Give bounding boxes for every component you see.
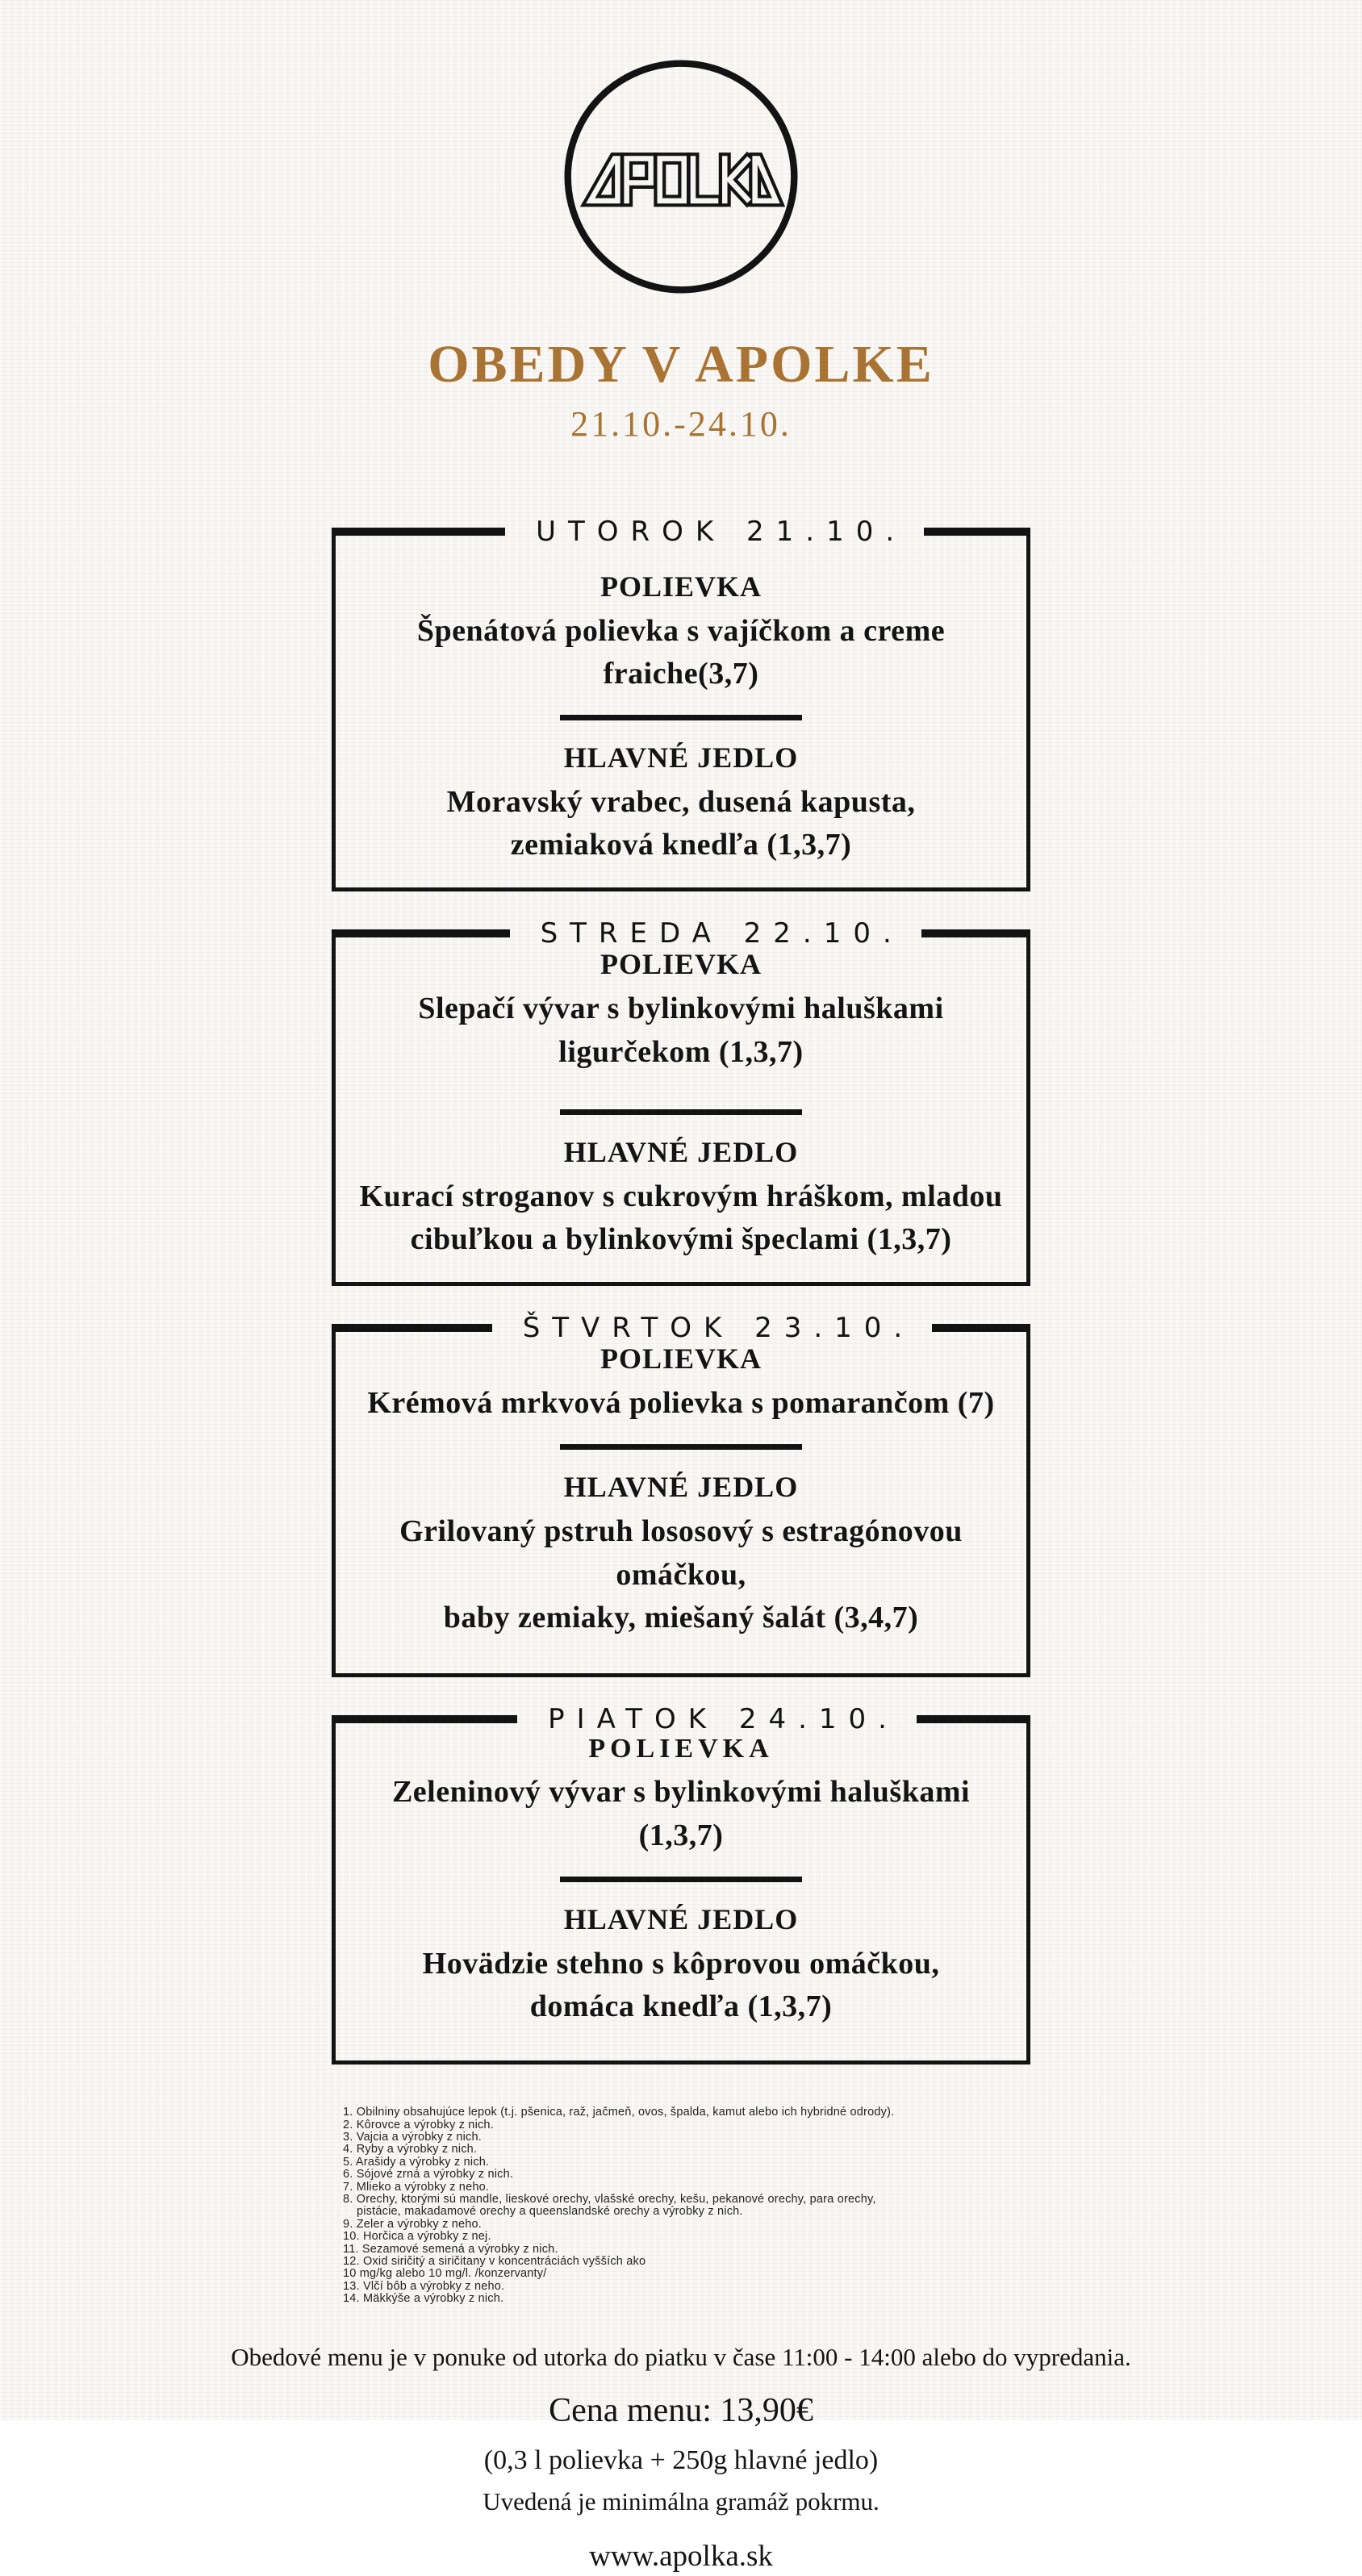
allergen-item: 1. Obilniny obsahujúce lepok (t.j. pšenica, raž, jačmeň, ovos, špalda, kamut alebo ich hybridné odrody). (343, 2106, 895, 2119)
allergen-item: 12. Oxid siričitý a siričitany v koncentráciách vyšších ako (343, 2255, 646, 2269)
main-label: HLAVNÉ JEDLO (563, 1902, 799, 1935)
header-rule-right (917, 1715, 1030, 1723)
gram-note: Uvedená je minimálna gramáž pokrmu. (483, 2486, 879, 2515)
allergen-item-continuation: 10 mg/kg alebo 10 mg/l. /konzervanty/ (343, 2267, 547, 2281)
main-dish-line: Kurací stroganov s cukrovým hráškom, mladou (359, 1179, 1003, 1213)
main-dish-line: domáca knedľa (1,3,7) (529, 1989, 833, 2023)
allergen-item: 6. Sójové zrná a výrobky z nich. (343, 2168, 514, 2181)
divider (560, 1877, 802, 1882)
header-rule-left (332, 1324, 492, 1332)
main-dish-line: cibuľkou a bylinkovými špeclami (1,3,7) (410, 1222, 952, 1256)
day-title: ŠTVRTOK 23.10. (522, 1312, 915, 1345)
day-header (332, 915, 1030, 952)
soup-label: POLIEVKA (600, 570, 762, 603)
menu-price: Cena menu: 13,90€ (549, 2391, 813, 2429)
main-label: HLAVNÉ JEDLO (563, 1135, 799, 1168)
header-rule-right (932, 1324, 1030, 1332)
header-rule-left (332, 1715, 517, 1723)
page-title: OBEDY V APOLKE (428, 335, 934, 394)
day-box-utorok (332, 515, 1030, 892)
divider (560, 1444, 802, 1450)
soup-name: Zeleninový vývar s bylinkovými haluškami (1,3,7) (391, 1775, 971, 1852)
day-title: UTOROK 21.10. (536, 515, 907, 548)
day-box-streda (332, 917, 1030, 1286)
allergen-item-continuation: pistácie, makadamové orechy a queenslandské orechy a výrobky z nich. (357, 2205, 743, 2219)
allergen-item: 11. Sezamové semená a výrobky z nich. (343, 2242, 558, 2256)
main-dish-line: Grilovaný pstruh lososový s estragónovou omáčkou, (399, 1514, 963, 1592)
allergen-list (332, 2106, 1030, 2306)
main-dish-line: zemiaková knedľa (1,3,7) (510, 828, 852, 862)
portion-info: (0,3 l polievka + 250g hlavné jedlo) (483, 2445, 879, 2476)
soup-name: Krémová mrkvová polievka s pomarančom (7) (367, 1386, 995, 1421)
allergen-item: 13. Vlčí bôb a výrobky z neho. (343, 2279, 505, 2293)
soup-name: Slepačí vývar s bylinkovými haluškami ligurčekom (1,3,7) (418, 992, 944, 1069)
soup-name: Špenátová polievka s vajíčkom a creme fraiche(3,7) (416, 613, 946, 691)
apolka-logo-icon (553, 48, 809, 305)
header-rule-left (332, 528, 505, 536)
allergen-item: 4. Ryby a výrobky z nich. (343, 2143, 478, 2156)
allergen-item: 10. Horčica a výrobky z nej. (343, 2230, 491, 2244)
main-dish-line: Hovädzie stehno s kôprovou omáčkou, (422, 1946, 940, 1981)
allergen-item: 8. Orechy, ktorými sú mandle, lieskové orechy, vlašské orechy, kešu, pekanové orechy, para orechy, (343, 2193, 876, 2207)
divider (560, 1109, 802, 1115)
day-header (332, 1309, 1030, 1346)
allergen-item: 2. Kôrovce a výrobky z nich. (343, 2118, 494, 2131)
divider (560, 715, 802, 720)
header-rule-left (332, 929, 510, 937)
day-title: STREDA 22.10. (540, 917, 904, 950)
allergen-item: 3. Vajcia a výrobky z nich. (343, 2131, 482, 2144)
day-box-piatok (332, 1702, 1030, 2065)
day-header (332, 513, 1030, 550)
soup-label: POLIEVKA (600, 948, 762, 981)
allergen-item: 7. Mlieko a výrobky z neho. (343, 2180, 490, 2194)
allergen-item: 5. Arašidy a výrobky z nich. (343, 2155, 490, 2169)
main-label: HLAVNÉ JEDLO (563, 741, 799, 774)
menu-days (0, 515, 1362, 2065)
day-title: PIATOK 24.10. (548, 1702, 899, 1735)
website-link[interactable]: www.apolka.sk (589, 2539, 773, 2573)
soup-label: POLIEVKA (600, 1342, 762, 1376)
allergen-item: 14. Mäkkýše a výrobky z nich. (343, 2292, 504, 2306)
header-rule-right (924, 528, 1030, 536)
date-range: 21.10.-24.10. (570, 403, 792, 444)
allergen-item: 9. Zeler a výrobky z neho. (343, 2217, 483, 2231)
availability-note: Obedové menu je v ponuke od utorka do piatku v čase 11:00 - 14:00 alebo do vypredania. (231, 2342, 1131, 2371)
header-rule-right (921, 929, 1030, 937)
main-dish-line: Moravský vrabec, dusená kapusta, (446, 785, 916, 820)
main-dish-line: baby zemiaky, miešaný šalát (3,4,7) (443, 1600, 919, 1635)
main-label: HLAVNÉ JEDLO (563, 1471, 799, 1504)
day-box-stvrtok (332, 1312, 1030, 1677)
soup-label: POLIEVKA (588, 1733, 774, 1764)
day-header (332, 1701, 1030, 1738)
